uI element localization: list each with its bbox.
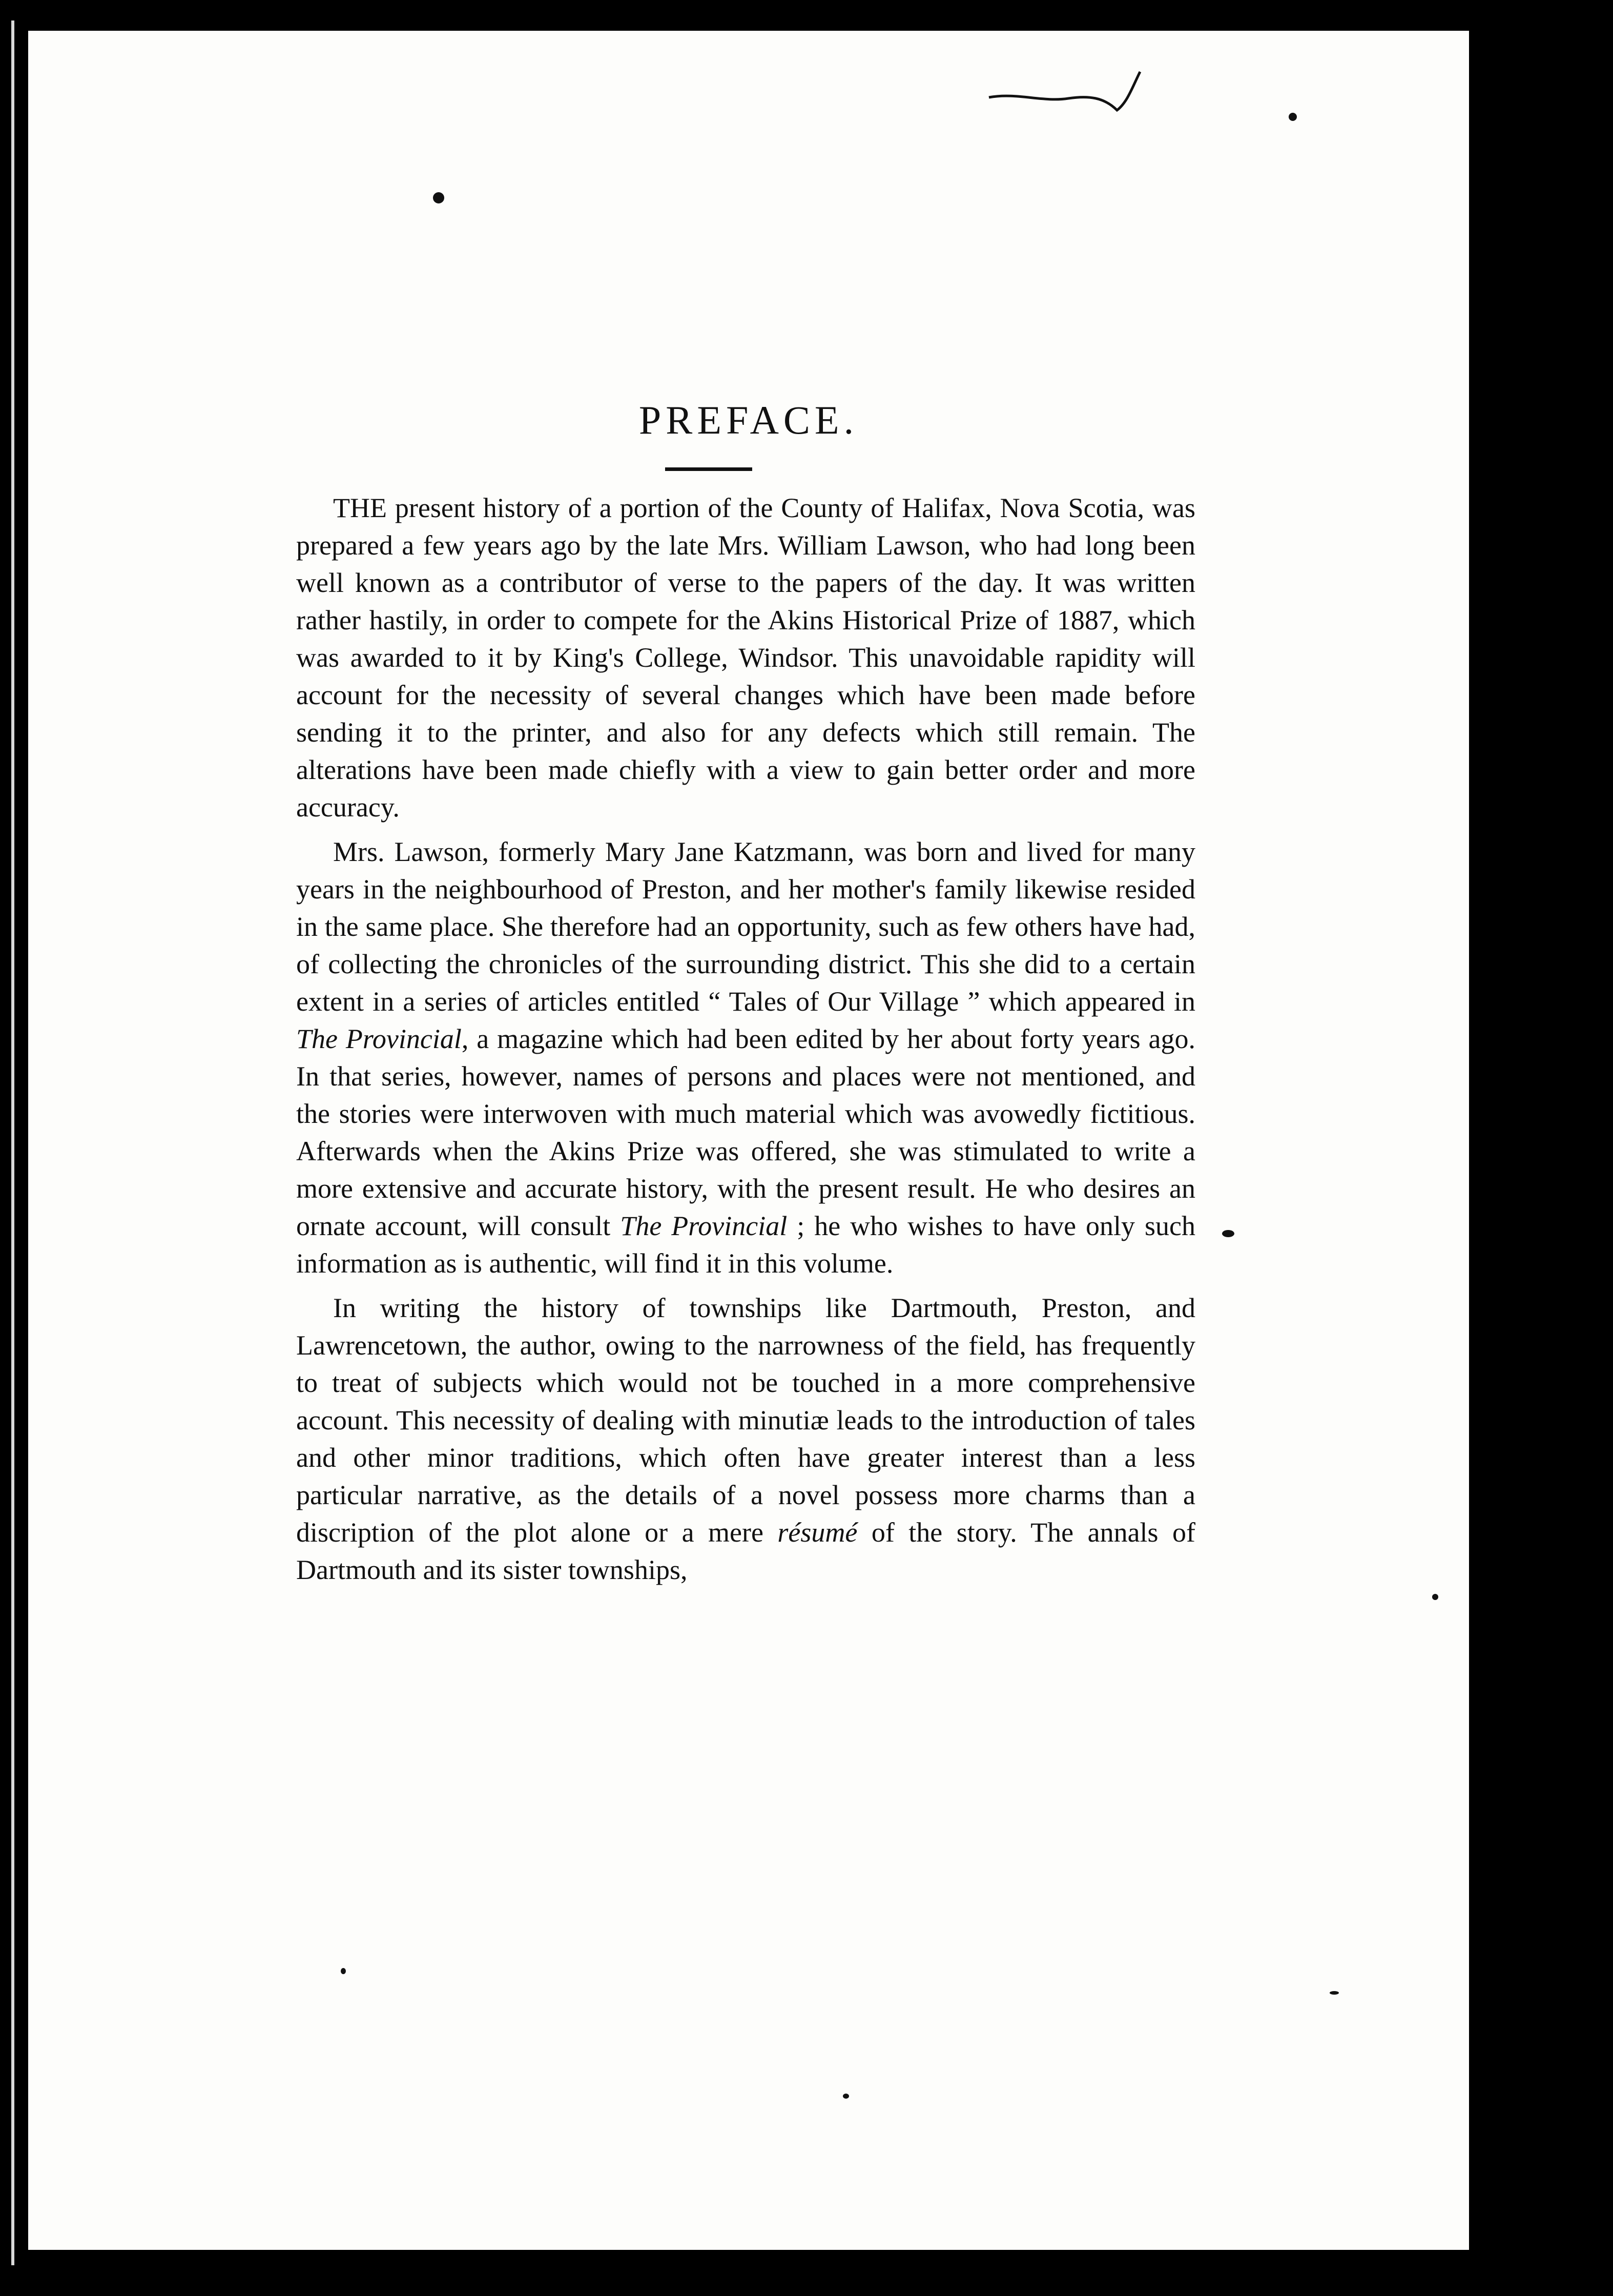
scan-speck: [843, 2094, 849, 2099]
paragraph-3: [296, 1289, 1195, 1589]
scan-speck: [1432, 1594, 1438, 1600]
scan-speck: [1222, 1230, 1234, 1237]
title-rule: [665, 467, 752, 471]
preface-body: [296, 489, 1195, 1596]
scan-speck: [1330, 1991, 1339, 1995]
paragraph-2: [296, 833, 1195, 1282]
book-page: [28, 31, 1469, 2250]
paragraph-3-text-b: of the story. The annals of Dartmouth and its sister townships,: [296, 1517, 1196, 1585]
scan-speck: [433, 192, 444, 203]
publication-title: The Provincial: [620, 1211, 788, 1241]
italic-term: résumé: [777, 1517, 858, 1548]
paragraph-2-text-a: Mrs. Lawson, formerly Mary Jane Katzmann, was born and lived for many years in the neighbourhood of Preston, and her mother's family likewise resided in the same place. She therefore had an opportunity, such as few others have had, of collecting the chronicles of the surrounding district. This she did to a certain extent in a series of articles entitled “ Tales of Our Village ” which appeared in: [296, 836, 1195, 1017]
paragraph-2-text-b: , a magazine which had been edited by her about forty years ago. In that series, however, names of persons and places were not mentioned, and the stories were interwoven with much material which was avowedly fictitious. Afterwards when the Akins Prize was offered, she was stimulated to write a more extensive and accurate history, with the present result. He who desires an ornate account, will consult: [296, 1023, 1195, 1241]
paragraph-3-text-a: In writing the history of townships like Dartmouth, Preston, and Lawrencetown, the author, owing to the narrowness of the field, has frequently to treat of subjects which would not be touched in a more comprehensive account. This necessity of dealing with minutiæ leads to the introduction of tales and other minor traditions, which often have greater interest than a less particular narrative, as the details of a novel possess more charms than a discription of the plot alone or a mere: [296, 1293, 1195, 1548]
paragraph-2-text-c: ; he who wishes to have only such information as is authentic, will find it in this volume.: [296, 1211, 1196, 1279]
paragraph-1: [296, 489, 1195, 826]
paragraph-1-text: THE present history of a portion of the County of Halifax, Nova Scotia, was prepared a few years ago by the late Mrs. William Lawson, who had long been well known as a contributor of verse to the papers of the day. It was written rather hastily, in order to compete for the Akins Historical Prize of 1887, which was awarded to it by King's College, Windsor. This unavoidable rapidity will account for the necessity of several changes which have been made before sending it to the printer, and also for any defects which still remain. The alterations have been made chiefly with a view to gain better order and more accuracy.: [296, 493, 1195, 823]
page-title: PREFACE.: [638, 398, 859, 442]
publication-title: The Provincial: [296, 1023, 462, 1054]
scan-speck: [341, 1968, 346, 1974]
scan-speck: [1289, 113, 1297, 121]
ink-squiggle-mark: [986, 67, 1181, 123]
scan-left-edge: [0, 0, 28, 2296]
scan-spine-line: [11, 20, 14, 2265]
